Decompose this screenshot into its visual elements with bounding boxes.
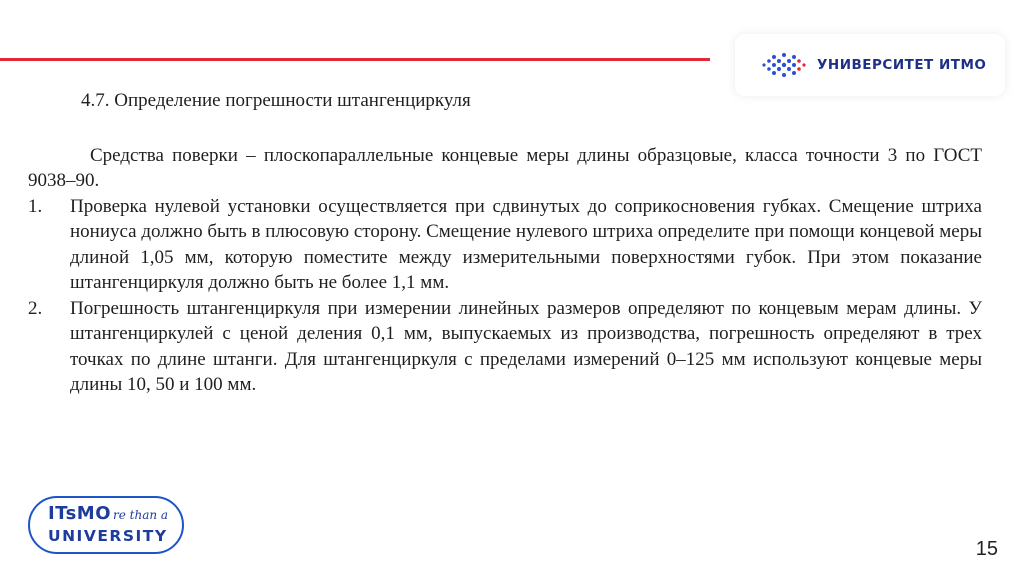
intro-paragraph xyxy=(28,143,982,194)
brand-logo-box xyxy=(735,34,1005,96)
logo-university-word: UNIVERSITY xyxy=(48,527,168,545)
list-item-text: Погрешность штангенциркуля при измерении линейных размеров определяют по концевым мерам длины. У штангенциркулей с ценой деления 0,1 мм, выпускаемых из производства, погрешность определяют в трех точках по длине штанги. Для штангенциркуля с пределами измерений 0–125 мм используют концевые меры длины 10, 50 и 100 мм. xyxy=(70,297,982,395)
numbered-list xyxy=(28,194,982,398)
itmo-university-logo xyxy=(28,496,184,554)
list-item xyxy=(28,194,982,296)
section-title: 4.7. Определение погрешности штангенциркуля xyxy=(81,90,471,111)
brand-name: УНИВЕРСИТЕТ ИТМО xyxy=(817,57,987,73)
logo-tagline: re than a xyxy=(113,508,169,522)
page-number: 15 xyxy=(975,538,998,560)
logo-itmo-word: ITsMO xyxy=(48,503,112,524)
itmo-dots-logo-icon xyxy=(761,51,807,79)
list-item xyxy=(28,296,982,398)
logo-top-line xyxy=(48,503,168,524)
main-content xyxy=(28,88,982,398)
list-item-number: 2. xyxy=(28,297,43,319)
list-item-text: Проверка нулевой установки осуществляется при сдвинутых до соприкосновения губках. Смещение штриха нониуса должно быть в плюсовую сторону. Смещение нулевого штриха определите при помощи концевой меры длиной 1,05 мм, которую поместите между измерительными поверхностями губок. При этом показание штангенциркуля должно быть не более 1,1 мм. xyxy=(70,195,982,293)
intro-text: Средства поверки – плоскопараллельные концевые меры длины образцовые, класса точности 3 по ГОСТ 9038–90. xyxy=(28,144,982,191)
header-accent-line xyxy=(0,58,710,61)
list-item-number: 1. xyxy=(28,195,43,217)
